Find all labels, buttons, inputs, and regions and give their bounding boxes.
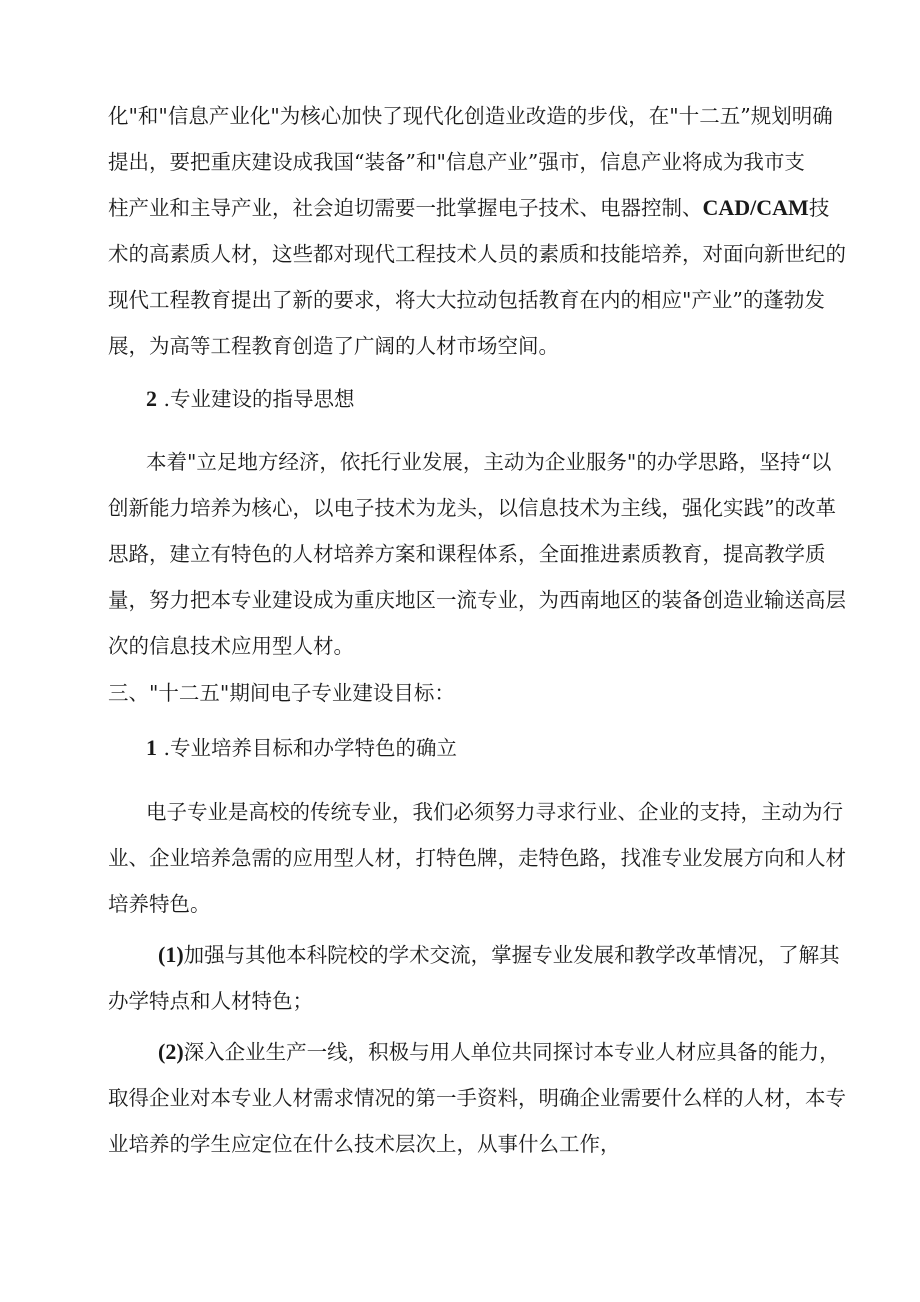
paragraph-line: 创新能力培养为核心，以电子技术为龙头，以信息技术为主线，强化实践”的改革 xyxy=(108,496,836,520)
paragraph-line: 办学特点和人材特色； xyxy=(108,989,313,1013)
paragraph-line: 现代工程教育提出了新的要求，将大大拉动包括教育在内的相应"产业”的蓬勃发 xyxy=(108,288,825,312)
list-item xyxy=(158,940,840,970)
paragraph-line: 次的信息技术应用型人材。 xyxy=(108,634,354,658)
item-text: 深入企业生产一线，积极与用人单位共同探讨本专业人材应具备的能力， xyxy=(183,1040,840,1064)
paragraph-line: 量，努力把本专业建设成为重庆地区一流专业，为西南地区的装备创造业输送高层 xyxy=(108,588,846,612)
paragraph-line: 业培养的学生应定位在什么技术层次上，从事什么工作， xyxy=(108,1132,621,1156)
cad-cam-term: CAD/CAM xyxy=(702,195,809,220)
item-marker: (1) xyxy=(158,942,184,967)
heading-text: .专业建设的指导思想 xyxy=(163,387,355,411)
list-item xyxy=(158,1037,840,1067)
section-title: 三、"十二五"期间电子专业建设目标： xyxy=(108,681,455,705)
section-heading xyxy=(146,733,457,763)
paragraph-line: 取得企业对本专业人材需求情况的第一手资料，明确企业需要什么样的人材，本专 xyxy=(108,1086,846,1110)
paragraph-line: 提出，要把重庆建设成我国“装备”和"信息产业”强市，信息产业将成为我市支 xyxy=(108,150,805,174)
paragraph-line: 培养特色。 xyxy=(108,892,211,916)
paragraph-line: 本着"立足地方经济，依托行业发展，主动为企业服务"的办学思路，坚持“以 xyxy=(146,450,832,474)
paragraph-line: 化"和"信息产业化"为核心加快了现代化创造业改造的步伐，在"十二五”规划明确 xyxy=(108,104,833,128)
paragraph-line: 电子专业是高校的传统专业，我们必须努力寻求行业、企业的支持，主动为行 xyxy=(146,800,843,824)
paragraph-line: 展，为高等工程教育创造了广阔的人材市场空间。 xyxy=(108,334,559,358)
heading-text: .专业培养目标和办学特色的确立 xyxy=(163,736,458,760)
paragraph-text: 技 xyxy=(808,196,830,220)
paragraph-line xyxy=(108,193,829,223)
heading-number: 1 xyxy=(146,735,157,760)
paragraph-line: 术的高素质人材，这些都对现代工程技术人员的素质和技能培养，对面向新世纪的 xyxy=(108,242,846,266)
paragraph-line: 业、企业培养急需的应用型人材，打特色牌，走特色路，找准专业发展方向和人材 xyxy=(108,846,846,870)
paragraph-text: 柱产业和主导产业，社会迫切需要一批掌握电子技术、电器控制、 xyxy=(108,196,703,220)
paragraph-line: 思路，建立有特色的人材培养方案和课程体系，全面推进素质教育，提高教学质 xyxy=(108,542,826,566)
item-marker: (2) xyxy=(158,1039,184,1064)
section-heading xyxy=(146,384,355,414)
item-text: 加强与其他本科院校的学术交流，掌握专业发展和教学改革情况，了解其 xyxy=(183,943,840,967)
heading-number: 2 xyxy=(146,386,157,411)
